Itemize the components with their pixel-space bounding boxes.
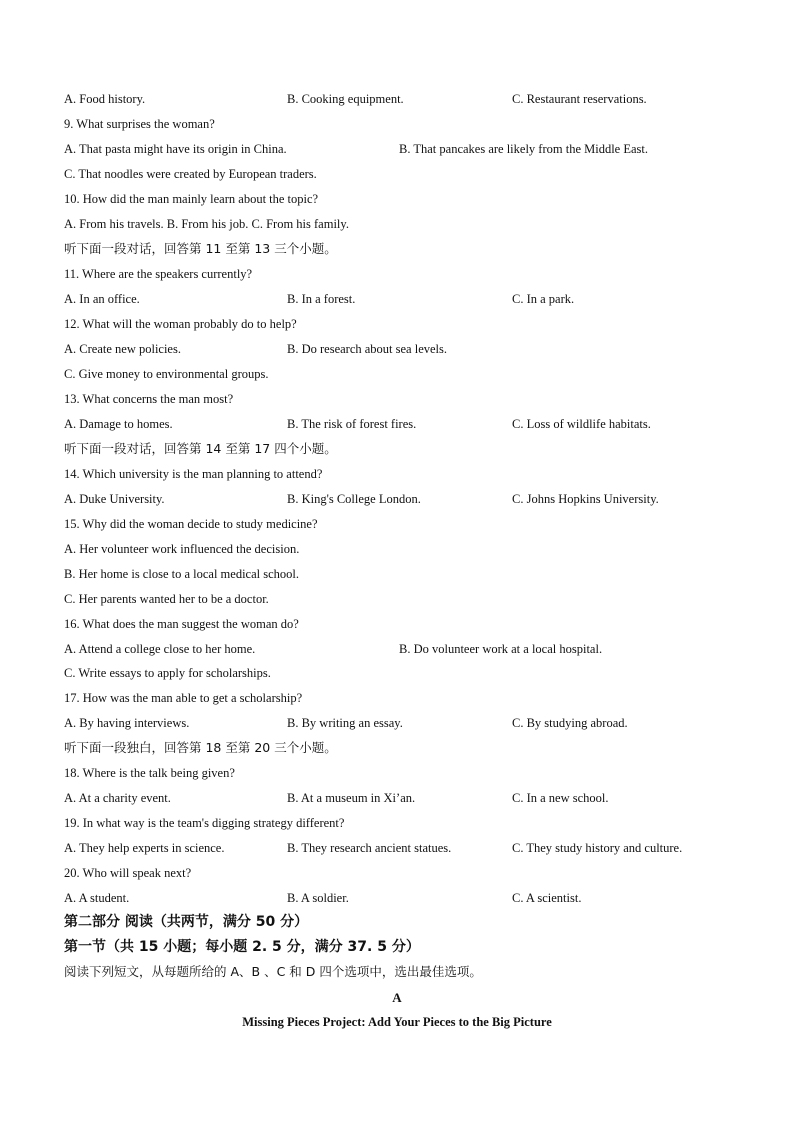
q16-option-c: C. Write essays to apply for scholarships.	[64, 666, 271, 680]
q15-option-b: B. Her home is close to a local medical school.	[64, 567, 300, 581]
q19-option-c: C. They study history and culture.	[512, 841, 683, 855]
q14-stem: 14. Which university is the man planning to attend?	[64, 467, 323, 481]
q18-option-a: A. At a charity event.	[64, 791, 171, 805]
section-instruction-11-13: 听下面一段对话，回答第 11 至第 13 三个小题。	[64, 241, 337, 256]
q9-option-b: B. That pancakes are likely from the Middle East.	[399, 142, 648, 156]
q17-option-b: B. By writing an essay.	[287, 716, 403, 730]
q16-stem: 16. What does the man suggest the woman do?	[64, 617, 299, 631]
q12-option-c: C. Give money to environmental groups.	[64, 367, 269, 381]
q10-options: A. From his travels. B. From his job. C. From his family.	[64, 217, 349, 231]
q20-option-c: C. A scientist.	[512, 891, 582, 905]
q8-option-c: C. Restaurant reservations.	[512, 92, 647, 106]
q9-option-c: C. That noodles were created by European traders.	[64, 167, 317, 181]
q15-option-c: C. Her parents wanted her to be a doctor.	[64, 592, 269, 606]
q13-option-a: A. Damage to homes.	[64, 417, 173, 431]
q14-option-b: B. King's College London.	[287, 492, 421, 506]
reading-instruction: 阅读下列短文，从每题所给的 A、B 、C 和 D 四个选项中，选出最佳选项。	[64, 964, 482, 979]
section-instruction-14-17: 听下面一段对话，回答第 14 至第 17 四个小题。	[64, 441, 337, 456]
q13-option-b: B. The risk of forest fires.	[287, 417, 417, 431]
q20-option-a: A. A student.	[64, 891, 130, 905]
q16-option-a: A. Attend a college close to her home.	[64, 642, 256, 656]
q12-stem: 12. What will the woman probably do to help?	[64, 317, 297, 331]
q15-stem: 15. Why did the woman decide to study medicine?	[64, 517, 318, 531]
q16-option-b: B. Do volunteer work at a local hospital.	[399, 642, 603, 656]
q20-option-b: B. A soldier.	[287, 891, 349, 905]
section-one-heading: 第一节（共 15 小题；每小题 2. 5 分，满分 37. 5 分）	[64, 939, 420, 955]
q19-option-b: B. They research ancient statues.	[287, 841, 452, 855]
q14-option-a: A. Duke University.	[64, 492, 165, 506]
q11-option-a: A. In an office.	[64, 292, 140, 306]
q18-stem: 18. Where is the talk being given?	[64, 766, 235, 780]
q8-option-a: A. Food history.	[64, 92, 146, 106]
q10-stem: 10. How did the man mainly learn about the topic?	[64, 192, 319, 206]
passage-label: A	[392, 990, 402, 1005]
q19-option-a: A. They help experts in science.	[64, 841, 225, 855]
q20-stem: 20. Who will speak next?	[64, 866, 192, 880]
q8-option-b: B. Cooking equipment.	[287, 92, 404, 106]
q18-option-b: B. At a museum in Xi’an.	[287, 791, 416, 805]
q12-option-a: A. Create new policies.	[64, 342, 181, 356]
q12-option-b: B. Do research about sea levels.	[287, 342, 448, 356]
q11-option-c: C. In a park.	[512, 292, 575, 306]
q15-option-a: A. Her volunteer work influenced the decision.	[64, 542, 300, 556]
part-two-heading: 第二部分 阅读（共两节，满分 50 分）	[64, 914, 309, 930]
q17-option-a: A. By having interviews.	[64, 716, 190, 730]
q11-option-b: B. In a forest.	[287, 292, 356, 306]
q14-option-c: C. Johns Hopkins University.	[512, 492, 659, 506]
q17-option-c: C. By studying abroad.	[512, 716, 628, 730]
q13-option-c: C. Loss of wildlife habitats.	[512, 417, 651, 431]
q19-stem: 19. In what way is the team's digging strategy different?	[64, 816, 345, 830]
q17-stem: 17. How was the man able to get a scholarship?	[64, 691, 303, 705]
section-instruction-18-20: 听下面一段独白，回答第 18 至第 20 三个小题。	[64, 740, 337, 755]
q9-option-a: A. That pasta might have its origin in China.	[64, 142, 287, 156]
q11-stem: 11. Where are the speakers currently?	[64, 267, 253, 281]
q18-option-c: C. In a new school.	[512, 791, 609, 805]
passage-title: Missing Pieces Project: Add Your Pieces to the Big Picture	[242, 1015, 552, 1029]
q9-stem: 9. What surprises the woman?	[64, 117, 215, 131]
q13-stem: 13. What concerns the man most?	[64, 392, 234, 406]
